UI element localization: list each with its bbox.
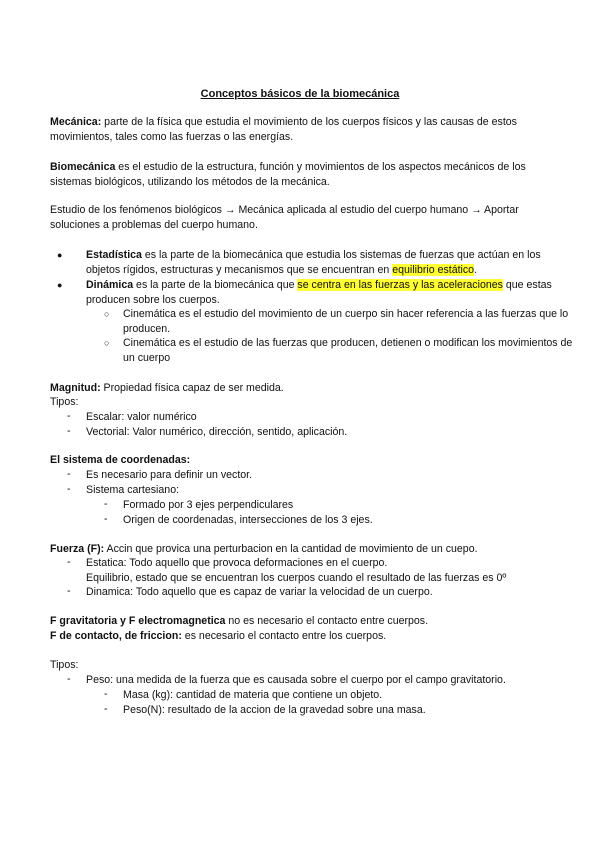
mecanica-text: parte de la física que estudia el movimiento de los cuerpos físicos y las causas de estos movimientos, tales como las fuerzas o las energías. — [50, 116, 517, 143]
coordenadas-heading-text: El sistema de coordenadas: — [50, 454, 191, 466]
dinamica-text-b: que estas producen sobre los cuerpos. — [86, 279, 552, 306]
gravitatoria-term: F gravitatoria y F electromagnetica — [50, 615, 226, 627]
coordenadas-item: Es necesario para definir un vector. — [86, 469, 253, 481]
mecanica-term: Mecánica: — [50, 116, 102, 128]
coordenadas-sub-item: Formado por 3 ejes perpendiculares — [123, 499, 294, 511]
coordenadas-heading — [50, 453, 560, 468]
fuerza-text: Accin que provica una perturbacion en la cantidad de movimiento de un cuepo. — [104, 543, 478, 555]
bullet-circle: ○ — [104, 338, 110, 348]
dinamica-sub-item: Cinemática es el estudio de las fuerzas que producen, detienen o modifican los movimientos de un cuerpo — [123, 337, 573, 364]
gravitatoria-text: no es necesario el contacto entre cuerpos. — [225, 615, 429, 627]
contacto-text: es necesario el contacto entre los cuerpos. — [181, 630, 387, 642]
estadistica-text-a: es la parte de la biomecánica que estudia los sistemas de fuerzas que actúan en los objetos rígidos, estructuras y mecanismos que se encuentran en — [86, 249, 541, 276]
dash-marker: - — [67, 410, 71, 422]
magnitud-text: Propiedad física capaz de ser medida. — [100, 382, 284, 394]
estadistica-highlight: equilibrio estático — [392, 264, 475, 276]
tipos-label: Tipos: — [50, 659, 79, 671]
mecanica-paragraph — [50, 115, 560, 145]
magnitud-item: Escalar: valor numérico — [86, 411, 197, 423]
magnitud-paragraph — [50, 381, 560, 396]
dash-marker: - — [67, 483, 71, 495]
fuerza-equilibrio: Equilibrio, estado que se encuentran los cuerpos cuando el resultado de las fuerzas es 0º — [86, 572, 507, 584]
fuerza-dinamica: Dinamica: Todo aquello que es capaz de variar la velocidad de un cuerpo. — [86, 586, 433, 598]
estadistica-term: Estadística — [86, 249, 142, 261]
magnitud-term: Magnitud: — [50, 382, 101, 394]
page-title: Conceptos básicos de la biomecánica — [200, 88, 400, 100]
dash-marker: - — [67, 673, 71, 685]
magnitud-item: Vectorial: Valor numérico, dirección, sentido, aplicación. — [86, 426, 348, 438]
dinamica-highlight: se centra en las fuerzas y las aceleraciones — [297, 279, 503, 291]
peso-sub-item: Masa (kg): cantidad de materia que contiene un objeto. — [123, 689, 383, 701]
bullet-circle: ○ — [104, 309, 110, 319]
dash-marker: - — [67, 585, 71, 597]
coordenadas-item: Sistema cartesiano: — [86, 484, 180, 496]
biomecanica-term: Biomecánica — [50, 161, 116, 173]
fuerza-estatica: Estatica: Todo aquello que provoca deformaciones en el cuerpo. — [86, 557, 388, 569]
contacto-term: F de contacto, de friccion: — [50, 630, 182, 642]
contacto-paragraph — [50, 629, 560, 644]
fuerza-paragraph — [50, 542, 560, 557]
bullet-dot: ● — [57, 280, 63, 290]
dinamica-text-a: es la parte de la biomecánica que — [133, 279, 298, 291]
dash-marker: - — [67, 425, 71, 437]
bullet-dot: ● — [57, 250, 63, 260]
fuerza-term: Fuerza (F): — [50, 543, 105, 555]
dash-marker: - — [67, 556, 71, 568]
estadistica-text-b: . — [474, 264, 478, 276]
dash-marker: - — [104, 498, 108, 510]
dash-marker: - — [67, 468, 71, 480]
dinamica-sub-item: Cinemática es el estudio del movimiento de un cuerpo sin hacer referencia a las fuerzas que lo producen. — [123, 308, 569, 335]
estudio-paragraph: Estudio de los fenómenos biológicos → Mecánica aplicada al estudio del cuerpo humano → Aportar soluciones a problemas del cuerpo humano. — [50, 204, 519, 231]
peso-item: Peso: una medida de la fuerza que es causada sobre el cuerpo por el campo gravitatorio. — [86, 674, 506, 686]
dash-marker: - — [104, 513, 108, 525]
dash-marker: - — [104, 703, 108, 715]
biomecanica-paragraph — [50, 160, 560, 190]
biomecanica-text: es el estudio de la estructura, función y movimientos de los aspectos mecánicos de los sistemas biológicos, utilizando los métodos de la mecánica. — [50, 161, 526, 188]
coordenadas-sub-item: Origen de coordenadas, intersecciones de los 3 ejes. — [123, 514, 373, 526]
gravitatoria-paragraph — [50, 614, 560, 629]
dash-marker: - — [104, 688, 108, 700]
dinamica-item — [86, 278, 566, 308]
magnitud-tipos-label: Tipos: — [50, 396, 79, 408]
peso-sub-item: Peso(N): resultado de la accion de la gravedad sobre una masa. — [123, 704, 426, 716]
estadistica-item — [86, 248, 566, 278]
dinamica-term: Dinámica — [86, 279, 134, 291]
